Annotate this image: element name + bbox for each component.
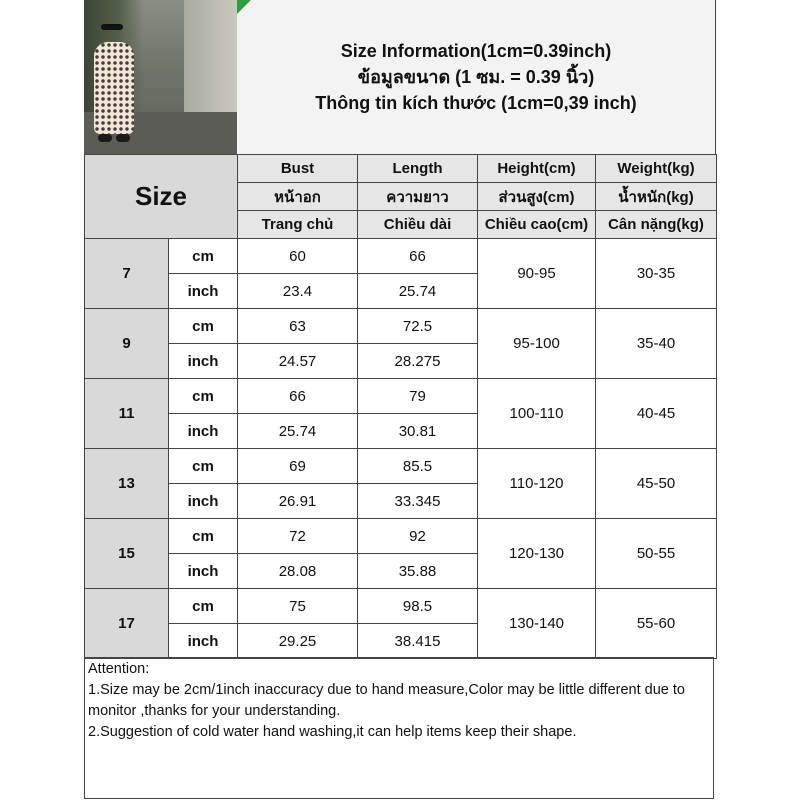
table-row bbox=[85, 589, 717, 624]
attention-note-1: 1.Size may be 2cm/1inch inaccuracy due to hand measure,Color may be little different due to monitor ,thanks for your understanding. bbox=[88, 682, 685, 719]
bust-cm: 75 bbox=[238, 589, 358, 624]
photo-shoe-right bbox=[116, 134, 130, 142]
height-range: 95-100 bbox=[478, 309, 596, 379]
unit-inch: inch bbox=[169, 344, 238, 379]
unit-cm: cm bbox=[169, 309, 238, 344]
length-inch: 30.81 bbox=[358, 414, 478, 449]
size-chart-table bbox=[84, 154, 717, 659]
length-inch: 33.345 bbox=[358, 484, 478, 519]
photo-polka-dot-dress bbox=[94, 42, 134, 134]
size-header: Size bbox=[85, 155, 238, 239]
photo-shoe-left bbox=[98, 134, 112, 142]
header-line-english: Size Information(1cm=0.39inch) bbox=[340, 41, 612, 61]
unit-inch: inch bbox=[169, 484, 238, 519]
attention-note-2: 2.Suggestion of cold water hand washing,it can help items keep their shape. bbox=[88, 724, 577, 740]
attention-notes bbox=[84, 657, 714, 799]
weight-range: 45-50 bbox=[596, 449, 717, 519]
col-length-vi: Chiều dài bbox=[358, 211, 478, 239]
unit-cm: cm bbox=[169, 449, 238, 484]
table-row bbox=[85, 309, 717, 344]
table-row bbox=[85, 379, 717, 414]
size-label: 17 bbox=[85, 589, 169, 659]
bust-cm: 60 bbox=[238, 239, 358, 274]
header-line-vietnamese: Thông tin kích thước (1cm=0,39 inch) bbox=[315, 93, 637, 113]
length-cm: 72.5 bbox=[358, 309, 478, 344]
bust-inch: 26.91 bbox=[238, 484, 358, 519]
bust-inch: 28.08 bbox=[238, 554, 358, 589]
length-cm: 98.5 bbox=[358, 589, 478, 624]
col-length-en: Length bbox=[358, 155, 478, 183]
unit-cm: cm bbox=[169, 379, 238, 414]
col-bust-en: Bust bbox=[238, 155, 358, 183]
length-inch: 28.275 bbox=[358, 344, 478, 379]
corner-marker-icon bbox=[237, 0, 251, 14]
size-label: 9 bbox=[85, 309, 169, 379]
table-row bbox=[85, 519, 717, 554]
bust-inch: 29.25 bbox=[238, 624, 358, 659]
unit-inch: inch bbox=[169, 624, 238, 659]
height-range: 110-120 bbox=[478, 449, 596, 519]
header-row-english bbox=[85, 155, 717, 183]
bust-cm: 69 bbox=[238, 449, 358, 484]
size-info-header bbox=[237, 0, 716, 155]
unit-cm: cm bbox=[169, 519, 238, 554]
weight-range: 40-45 bbox=[596, 379, 717, 449]
unit-cm: cm bbox=[169, 239, 238, 274]
col-weight-en: Weight(kg) bbox=[596, 155, 717, 183]
bust-inch: 24.57 bbox=[238, 344, 358, 379]
weight-range: 55-60 bbox=[596, 589, 717, 659]
size-label: 13 bbox=[85, 449, 169, 519]
col-height-vi: Chiều cao(cm) bbox=[478, 211, 596, 239]
photo-sunglasses bbox=[101, 24, 123, 30]
unit-inch: inch bbox=[169, 554, 238, 589]
bust-cm: 63 bbox=[238, 309, 358, 344]
weight-range: 30-35 bbox=[596, 239, 717, 309]
col-weight-vi: Cân nặng(kg) bbox=[596, 211, 717, 239]
height-range: 130-140 bbox=[478, 589, 596, 659]
bust-inch: 25.74 bbox=[238, 414, 358, 449]
size-rows bbox=[85, 239, 717, 659]
bust-inch: 23.4 bbox=[238, 274, 358, 309]
bust-cm: 72 bbox=[238, 519, 358, 554]
header-line-thai: ข้อมูลขนาด (1 ซม. = 0.39 นิ้ว) bbox=[357, 67, 595, 87]
col-length-th: ความยาว bbox=[358, 183, 478, 211]
length-inch: 35.88 bbox=[358, 554, 478, 589]
unit-inch: inch bbox=[169, 414, 238, 449]
col-bust-th: หน้าอก bbox=[238, 183, 358, 211]
col-weight-th: น้ำหนัก(kg) bbox=[596, 183, 717, 211]
size-label: 15 bbox=[85, 519, 169, 589]
weight-range: 50-55 bbox=[596, 519, 717, 589]
length-cm: 79 bbox=[358, 379, 478, 414]
length-cm: 85.5 bbox=[358, 449, 478, 484]
table-row bbox=[85, 449, 717, 484]
col-bust-vi: Trang chủ bbox=[238, 211, 358, 239]
height-range: 120-130 bbox=[478, 519, 596, 589]
unit-cm: cm bbox=[169, 589, 238, 624]
weight-range: 35-40 bbox=[596, 309, 717, 379]
col-height-en: Height(cm) bbox=[478, 155, 596, 183]
table-row bbox=[85, 239, 717, 274]
length-cm: 66 bbox=[358, 239, 478, 274]
size-label: 7 bbox=[85, 239, 169, 309]
length-inch: 38.415 bbox=[358, 624, 478, 659]
col-height-th: ส่วนสูง(cm) bbox=[478, 183, 596, 211]
height-range: 100-110 bbox=[478, 379, 596, 449]
length-inch: 25.74 bbox=[358, 274, 478, 309]
bust-cm: 66 bbox=[238, 379, 358, 414]
product-photo bbox=[84, 0, 238, 155]
attention-title: Attention: bbox=[88, 661, 150, 677]
unit-inch: inch bbox=[169, 274, 238, 309]
size-label: 11 bbox=[85, 379, 169, 449]
length-cm: 92 bbox=[358, 519, 478, 554]
height-range: 90-95 bbox=[478, 239, 596, 309]
